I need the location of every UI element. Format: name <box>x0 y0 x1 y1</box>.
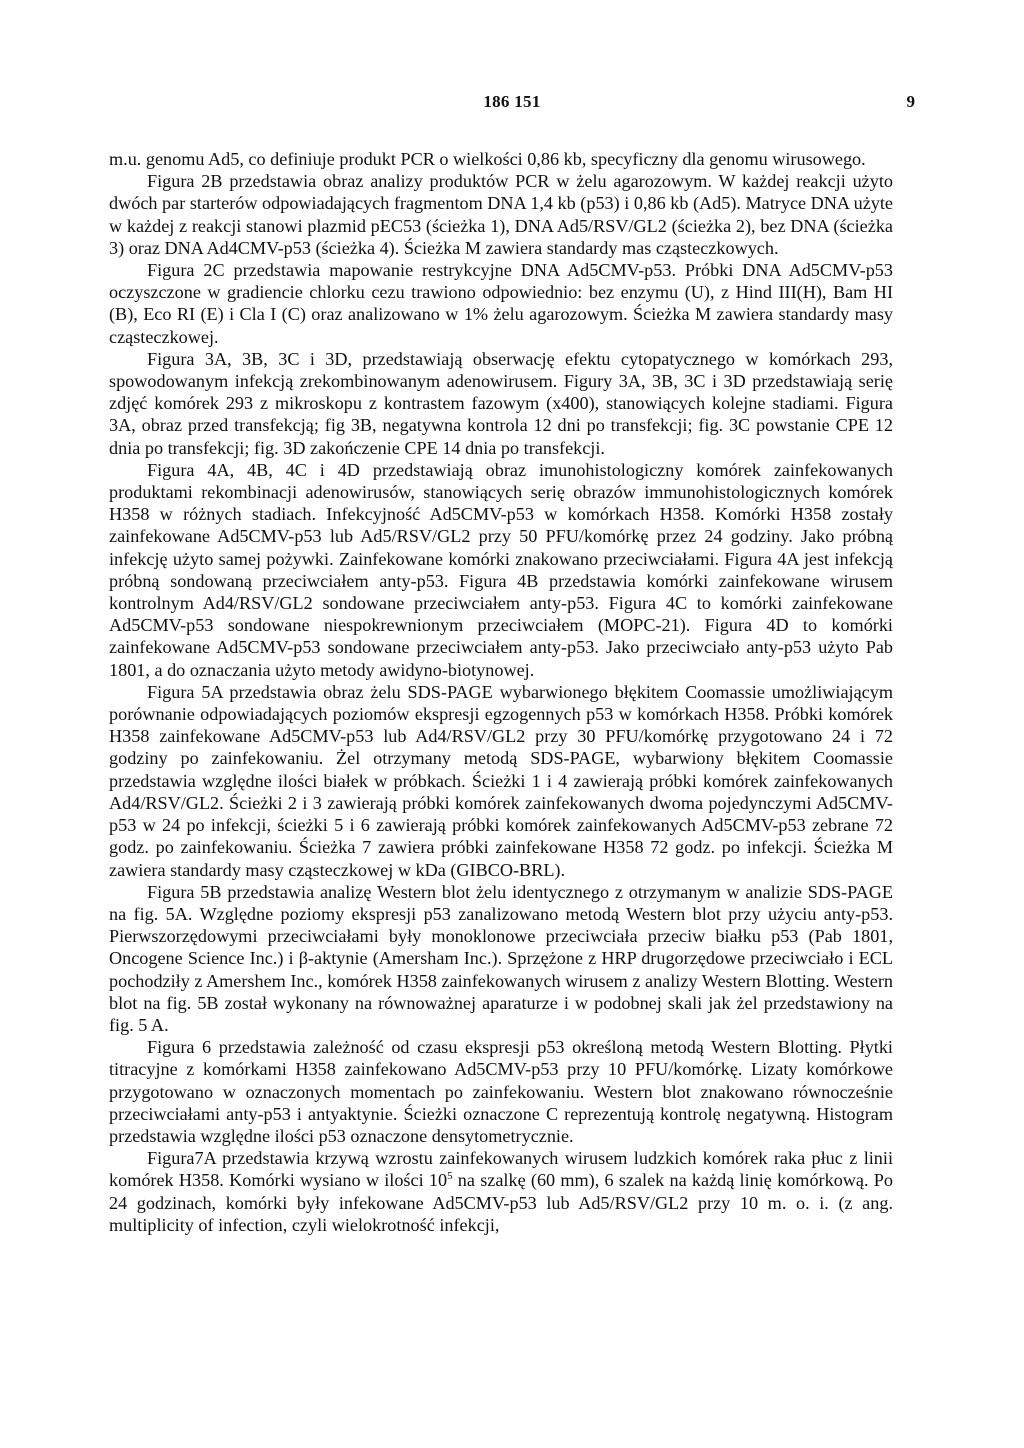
paragraph-figure-5a: Figura 5A przedstawia obraz żelu SDS-PAGE wybarwionego błękitem Coomassie umożliwiającym porównanie odpowiadających poziomów ekspresji egzogennych p53 w komórkach H358. Próbki komórek H358 zainfekowane Ad5CMV-p53 lub Ad4/RSV/GL2 przy 30 PFU/komórkę przygotowano 24 i 72 godziny po zainfekowaniu. Żel otrzymany metodą SDS-PAGE, wybarwiony błękitem Coomassie przedstawia względne ilości białek w próbkach. Ścieżki 1 i 4 zawierają próbki komórek zainfekowanych Ad4/RSV/GL2. Ścieżki 2 i 3 zawierają próbki komórek zainfekowanych dwoma pojedynczymi Ad5CMV-p53 w 24 po infekcji, ścieżki 5 i 6 zawierają próbki komórek zainfekowanych Ad5CMV-p53 zebrane 72 godz. po zainfekowaniu. Ścieżka 7 zawiera próbki zainfekowane H358 72 godz. po infekcji. Ścieżka M zawiera standardy masy cząsteczkowej w kDa (GIBCO-BRL). <box>109 681 893 880</box>
body-text <box>109 148 893 1236</box>
paragraph-figure-7a-part2: na szalkę (60 mm), 6 szalek na każdą linię komórkową. Po 24 godzinach, komórki były infekowane Ad5CMV-p53 lub Ad5/RSV/GL2 przy 10 m. o. i. (z ang. multiplicity of infection, czyli wielokrotność infekcji, <box>109 1170 893 1235</box>
paragraph-figure-3: Figura 3A, 3B, 3C i 3D, przedstawiają obserwację efektu cytopatycznego w komórkach 293, spowodowanym infekcją zrekombinowanym adenowirusem. Figury 3A, 3B, 3C i 3D przedstawiają serię zdjęć komórek 293 z mikroskopu z kontrastem fazowym (x400), stanowiących kolejne stadiami. Figura 3A, obraz przed transfekcją; fig 3B, negatywna kontrola 12 dni po transfekcji; fig. 3C powstanie CPE 12 dnia po transfekcji; fig. 3D zakończenie CPE 14 dnia po transfekcji. <box>109 348 893 458</box>
paragraph-figure-7a-part1: Figura7A przedstawia krzywą wzrostu zainfekowanych wirusem ludzkich komórek raka płuc z linii komórek H358. Komórki wysiano w ilości 10 <box>109 1148 893 1191</box>
paragraph-figure-2c: Figura 2C przedstawia mapowanie restrykcyjne DNA Ad5CMV-p53. Próbki DNA Ad5CMV-p53 oczyszczone w gradiencie chlorku cezu trawiono odpowiednio: bez enzymu (U), z Hind III(H), Bam HI (B), Eco RI (E) i Cla I (C) oraz analizowano w 1% żelu agarozowym. Ścieżka M zawiera standardy masy cząsteczkowej. <box>109 260 893 347</box>
exponent: 5 <box>447 1170 453 1183</box>
paragraph-continuation: m.u. genomu Ad5, co definiuje produkt PCR o wielkości 0,86 kb, specyficzny dla genomu wirusowego. <box>109 149 866 169</box>
paragraph-figure-4: Figura 4A, 4B, 4C i 4D przedstawiają obraz imunohistologiczny komórek zainfekowanych produktami rekombinacji adenowirusów, stanowiących serię obrazów immunohistologicznych komórek H358 w różnych stadiach. Infekcyjność Ad5CMV-p53 w komórkach H358. Komórki H358 zostały zainfekowane Ad5CMV-p53 lub Ad5/RSV/GL2 przy 50 PFU/komórkę przez 24 godziny. Jako próbną infekcję użyto samej pożywki. Zainfekowane komórki znakowano przeciwciałami. Figura 4A jest infekcją próbną sondowaną przeciwciałem anty-p53. Figura 4B przedstawia komórki zainfekowane wirusem kontrolnym Ad4/RSV/GL2 sondowane przeciwciałem anty-p53. Figura 4C to komórki zainfekowane Ad5CMV-p53 sondowane niespokrewnionym przeciwciałem (MOPC-21). Figura 4D to komórki zainfekowane Ad5CMV-p53 sondowane przeciwciałem anty-p53. Jako przeciwciało anty-p53 użyto Pab 1801, a do oznaczania użyto metody awidyno-biotynowej. <box>109 459 893 680</box>
paragraph-figure-5b: Figura 5B przedstawia analizę Western blot żelu identycznego z otrzymanym w analizie SDS-PAGE na fig. 5A. Względne poziomy ekspresji p53 zanalizowano metodą Western blot przy użyciu anty-p53. Pierwszorzędowymi przeciwciałami były monoklonowe przeciwciała przeciw białku p53 (Pab 1801, Oncogene Science Inc.) i β-aktynie (Amersham Inc.). Sprzężone z HRP drugorzędowe przeciwciało i ECL pochodziły z Amershem Inc., komórek H358 zainfekowanych wirusem z analizy Western Blotting. Western blot na fig. 5B został wykonany na równoważnej aparaturze i w podobnej skali jak żel przedstawiony na fig. 5 A. <box>109 881 893 1035</box>
paragraph-figure-7a <box>109 1147 893 1236</box>
patent-number: 186 151 <box>483 92 541 111</box>
page-header <box>109 92 915 116</box>
paragraph-figure-2b: Figura 2B przedstawia obraz analizy produktów PCR w żelu agarozowym. W każdej reakcji użyto dwóch par starterów odpowiadających fragmentom DNA 1,4 kb (p53) i 0,86 kb (Ad5). Matryce DNA użyte w każdej z reakcji stanowi plazmid pEC53 (ścieżka 1), DNA Ad5/RSV/GL2 (ścieżka 2), bez DNA (ścieżka 3) oraz DNA Ad4CMV-p53 (ścieżka 4). Ścieżka M zawiera standardy mas cząsteczkowych. <box>109 171 893 258</box>
paragraph-figure-6: Figura 6 przedstawia zależność od czasu ekspresji p53 określoną metodą Western Blotting. Płytki titracyjne z komórkami H358 zainfekowano Ad5CMV-p53 przy 10 PFU/komórkę. Lizaty komórkowe przygotowano w oznaczonych momentach po zainfekowaniu. Western blot znakowano równocześnie przeciwciałami anty-p53 i antyaktynie. Ścieżki oznaczone C reprezentują kontrolę negatywną. Histogram przedstawia względne ilości p53 oznaczone densytometrycznie. <box>109 1037 893 1146</box>
page-number: 9 <box>906 92 915 111</box>
